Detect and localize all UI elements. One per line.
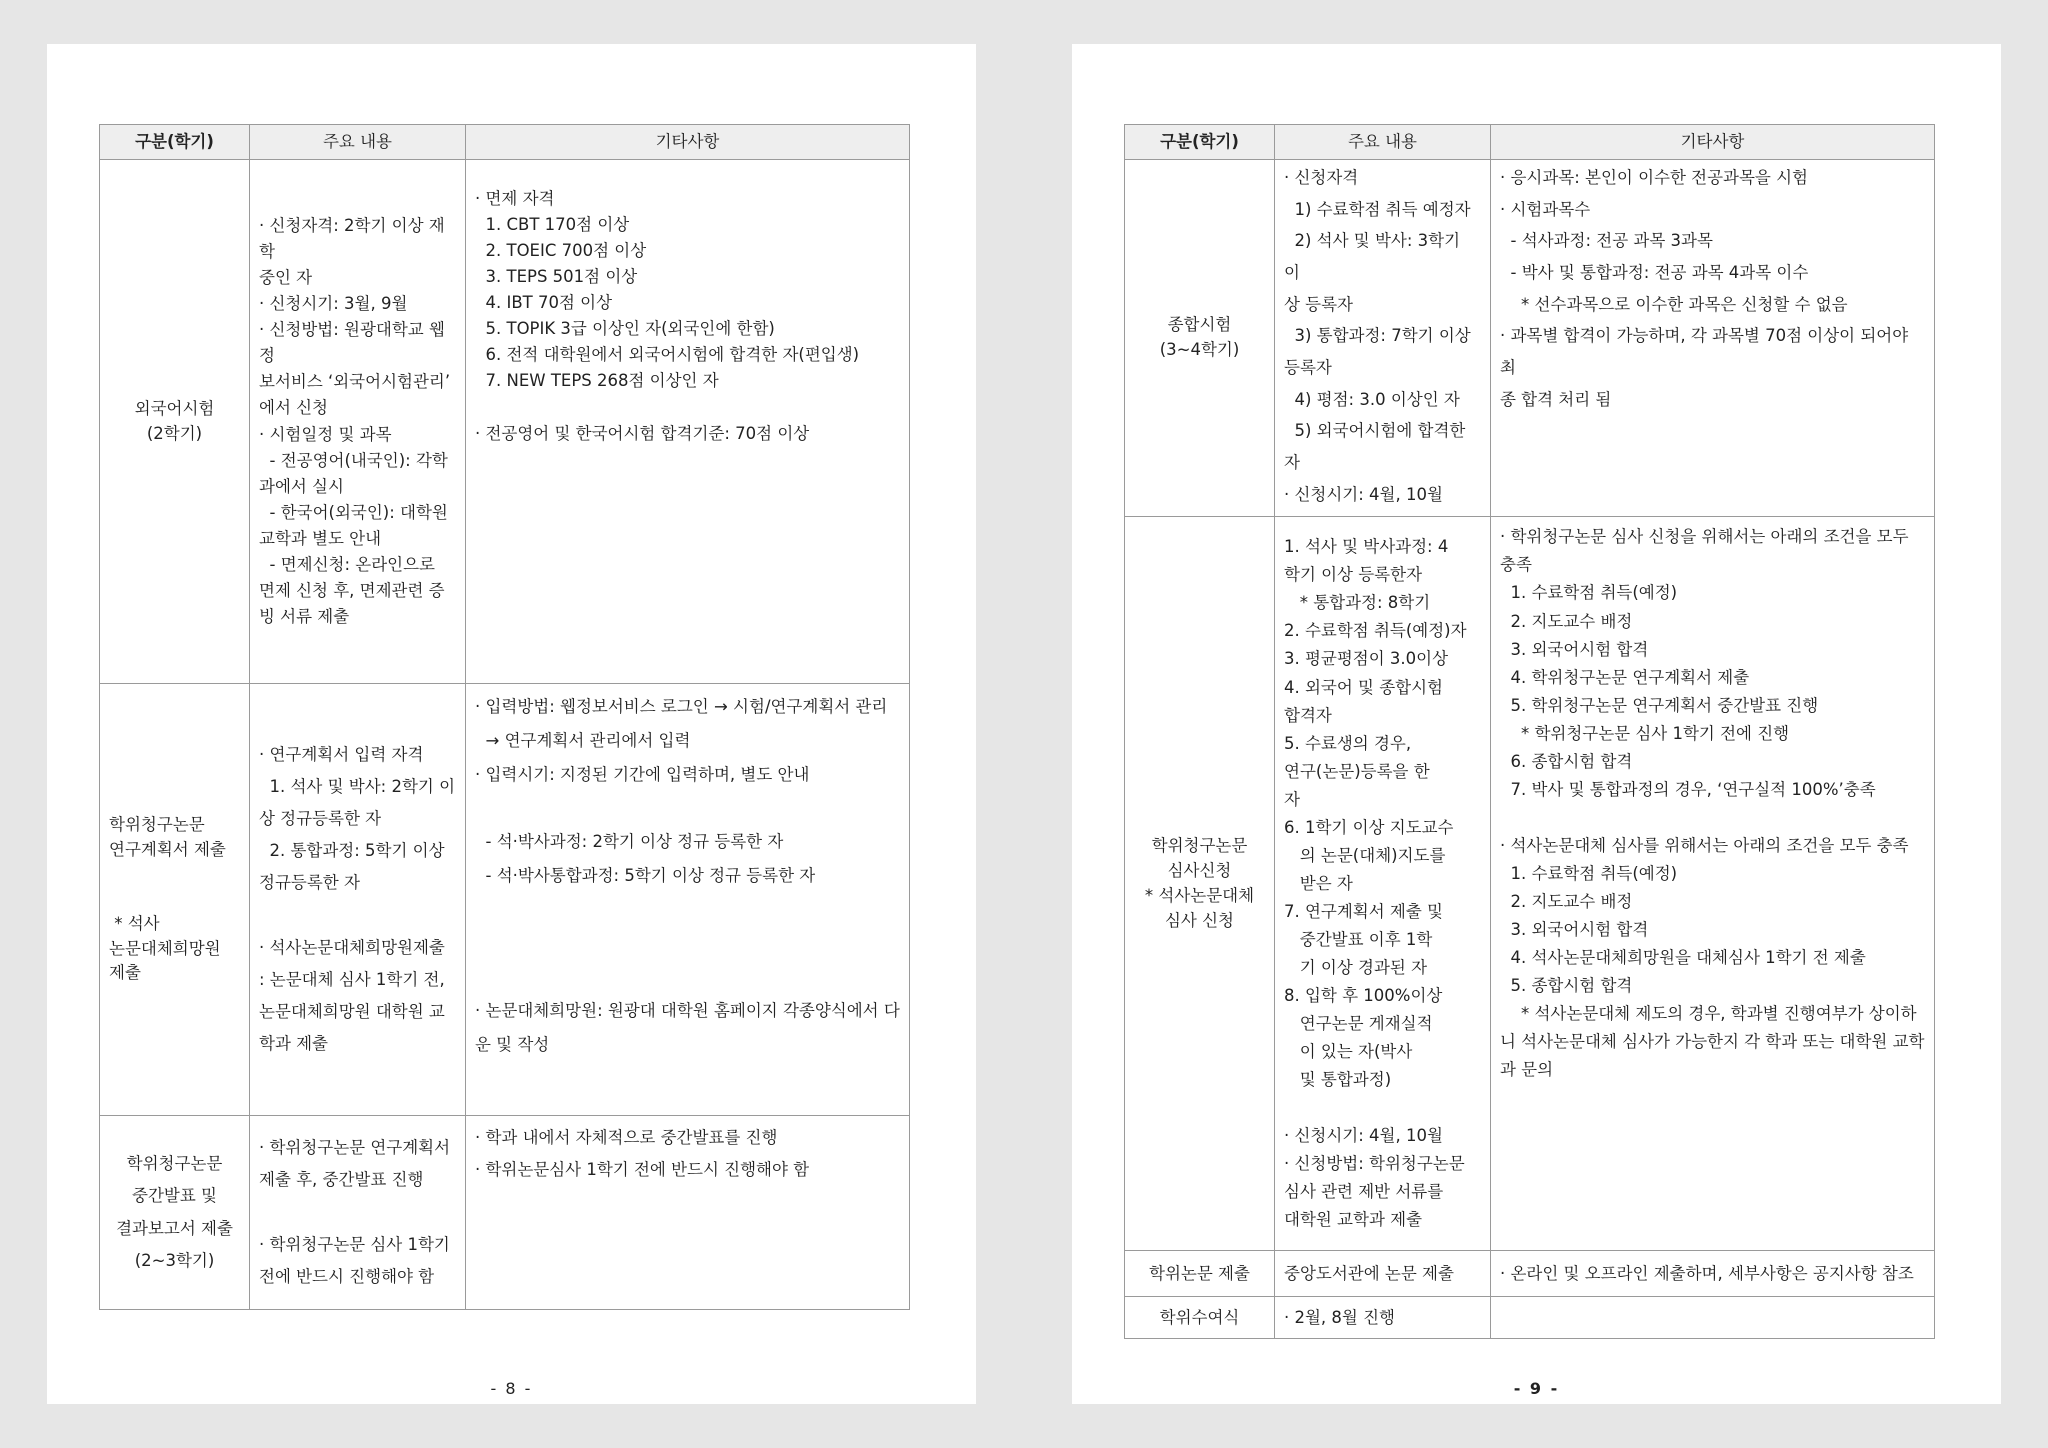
text-line: · 신청방법: 학위청구논문 — [1284, 1154, 1465, 1174]
text-line: 중인 자 — [259, 268, 313, 288]
text-line: 1. 수료학점 취득(예정) — [1500, 863, 1678, 883]
text-line: (3~4학기) — [1159, 340, 1240, 360]
text-line — [475, 927, 900, 961]
text-line: 종합시험 — [1167, 315, 1232, 335]
text-line: 전에 반드시 진행해야 함 — [259, 1266, 435, 1286]
text-line — [109, 862, 240, 887]
text-line: 2. TOEIC 700점 이상 — [475, 241, 647, 261]
text-line: 3. 외국어시험 합격 — [1500, 639, 1649, 659]
text-line: 4. 외국어 및 종합시험 — [1284, 677, 1443, 697]
text-line: : 논문대체 심사 1학기 전, — [259, 969, 445, 989]
text-line — [109, 887, 240, 912]
text-line: 받은 자 — [1284, 873, 1353, 893]
text-line: 논문대체희망원 — [109, 938, 221, 958]
page-left — [47, 44, 976, 1404]
table-row — [100, 1116, 910, 1310]
text-line: 결과보고서 제출 — [116, 1218, 233, 1238]
row-content — [1275, 1297, 1491, 1339]
text-line: 4) 평점: 3.0 이상인 자 — [1284, 389, 1460, 409]
row-category — [1125, 160, 1275, 517]
text-line: · 2월, 8월 진행 — [1284, 1307, 1395, 1327]
table-row — [100, 684, 910, 1116]
text-line: 2. 지도교수 배정 — [1500, 892, 1633, 911]
schedule-table — [99, 124, 910, 1310]
text-line: · 시험일정 및 과목 — [259, 424, 392, 444]
text-line: * 석사 — [109, 913, 160, 933]
text-line — [475, 395, 900, 421]
text-line: 2. 통합과정: 5학기 이상 — [259, 841, 445, 861]
text-line: 대학원 교학과 제출 — [1284, 1210, 1423, 1230]
text-line: - 석·박사통합과정: 5학기 이상 정규 등록한 자 — [475, 866, 816, 886]
text-line — [475, 961, 900, 995]
text-line: · 신청자격: 2학기 이상 재학 — [259, 216, 445, 262]
row-notes — [1491, 1297, 1935, 1339]
text-line: · 입력방법: 웹정보서비스 로그인 → 시험/연구계획서 관리 — [475, 697, 888, 716]
text-line: 운 및 작성 — [475, 1035, 550, 1055]
page-number: - 8 - — [490, 1379, 533, 1398]
row-content — [250, 684, 466, 1116]
text-line: 2) 석사 및 박사: 3학기 이 — [1284, 231, 1466, 283]
text-line: 의 논문(대체)지도를 — [1284, 845, 1446, 865]
text-line: 7. 연구계획서 제출 및 — [1284, 901, 1443, 921]
text-line: · 신청시기: 4월, 10월 — [1284, 1126, 1443, 1146]
text-line: 2. 수료학점 취득(예정)자 — [1284, 621, 1467, 641]
text-line: 3. 외국어시험 합격 — [1500, 920, 1649, 940]
text-line: 학위논문 제출 — [1149, 1263, 1250, 1283]
text-line: 등록자 — [1284, 358, 1332, 378]
text-line: 연구논문 게재실적 — [1284, 1014, 1433, 1034]
row-content — [250, 160, 466, 684]
text-line: * 석사논문대체 제도의 경우, 학과별 진행여부가 상이하 — [1500, 1004, 1917, 1024]
header-category: 구분(학기) — [100, 125, 250, 160]
text-line: · 신청방법: 원광대학교 웹정 — [259, 320, 445, 366]
text-line: 심사 신청 — [1164, 910, 1234, 930]
text-line: 4. 학위청구논문 연구계획서 제출 — [1500, 667, 1750, 687]
text-line: · 학위청구논문 연구계획서 — [259, 1138, 451, 1158]
text-line: · 신청시기: 4월, 10월 — [1284, 484, 1443, 504]
row-notes — [466, 1116, 910, 1310]
text-line: 학위청구논문 — [1151, 836, 1248, 856]
text-line: - 면제신청: 온라인으로 — [259, 554, 435, 574]
text-line: 6. 1학기 이상 지도교수 — [1284, 817, 1454, 837]
row-notes — [466, 160, 910, 684]
text-line: 5. 수료생의 경우, — [1284, 733, 1412, 753]
header-notes: 기타사항 — [466, 125, 910, 160]
text-line: 교학과 별도 안내 — [259, 528, 382, 548]
text-line: * 석사논문대체 — [1144, 885, 1255, 905]
text-line: 3. 평균평점이 3.0이상 — [1284, 649, 1449, 669]
text-line: - 전공영어(내국인): 각학 — [259, 450, 448, 470]
text-line: 심사 관련 제반 서류를 — [1284, 1182, 1444, 1202]
text-line: · 논문대체희망원: 원광대 대학원 홈페이지 각종양식에서 다 — [475, 1001, 900, 1021]
text-line: · 면제 자격 — [475, 189, 555, 208]
text-line: 3) 통합과정: 7학기 이상 — [1284, 326, 1471, 346]
row-category — [1125, 1251, 1275, 1297]
text-line: 4. IBT 70점 이상 — [475, 293, 613, 313]
header-notes: 기타사항 — [1491, 125, 1935, 160]
text-line: · 온라인 및 오프라인 제출하며, 세부사항은 공지사항 참조 — [1500, 1263, 1914, 1283]
text-line: · 학위청구논문 심사 신청을 위해서는 아래의 조건을 모두 — [1500, 527, 1909, 547]
text-line: 자 — [1284, 453, 1300, 473]
text-line: · 신청시기: 3월, 9월 — [259, 294, 408, 314]
text-line: 4. 석사논문대체희망원을 대체심사 1학기 전 제출 — [1500, 948, 1866, 968]
row-content — [1275, 1251, 1491, 1297]
text-line: 합격자 — [1284, 705, 1332, 725]
text-line: · 전공영어 및 한국어시험 합격기준: 70점 이상 — [475, 423, 810, 443]
text-line: 자 — [1284, 789, 1300, 809]
text-line: 1. CBT 170점 이상 — [475, 215, 630, 235]
text-line: (2학기) — [146, 423, 203, 443]
text-line: · 과목별 합격이 가능하며, 각 과목별 70점 이상이 되어야 최 — [1500, 326, 1914, 378]
text-line: 과에서 실시 — [259, 476, 344, 496]
text-line: · 학과 내에서 자체적으로 중간발표를 진행 — [475, 1128, 778, 1147]
text-line: 외국어시험 — [134, 398, 215, 418]
text-line: · 시험과목수 — [1500, 199, 1591, 219]
table-row — [1125, 1297, 1935, 1339]
header-content: 주요 내용 — [250, 125, 466, 160]
text-line: - 박사 및 통합과정: 전공 과목 4과목 이수 — [1500, 263, 1809, 283]
header-content: 주요 내용 — [1275, 125, 1491, 160]
text-line: 기 이상 경과된 자 — [1284, 958, 1428, 977]
text-line: 학기 이상 등록한자 — [1284, 565, 1423, 585]
row-category — [100, 1116, 250, 1310]
page-right — [1072, 44, 2001, 1404]
text-line: · 연구계획서 입력 자격 — [259, 744, 424, 764]
text-line: · 응시과목: 본인이 이수한 전공과목을 시험 — [1500, 168, 1808, 187]
text-line: 2. 지도교수 배정 — [1500, 611, 1633, 631]
row-notes — [1491, 517, 1935, 1251]
table-row — [1125, 517, 1935, 1251]
text-line: 중앙도서관에 논문 제출 — [1284, 1263, 1454, 1283]
table-row — [1125, 1251, 1935, 1297]
text-line: 8. 입학 후 100%이상 — [1284, 986, 1443, 1006]
text-line: (2~3학기) — [134, 1250, 215, 1270]
table-header-row — [1125, 125, 1935, 160]
text-line: · 학위청구논문 심사 1학기 — [259, 1234, 450, 1254]
text-line: 에서 신청 — [259, 398, 329, 418]
text-line: 연구(논문)등록을 한 — [1284, 761, 1430, 781]
table-row — [100, 160, 910, 684]
text-line — [1500, 804, 1925, 832]
text-line: 5) 외국어시험에 합격한 — [1284, 421, 1466, 441]
text-line: 1. 석사 및 박사과정: 4 — [1284, 537, 1449, 557]
text-line: 충족 — [1500, 555, 1532, 575]
text-line: 학위수여식 — [1159, 1307, 1240, 1327]
row-content — [250, 1116, 466, 1310]
text-line: 정규등록한 자 — [259, 873, 360, 893]
text-line — [1500, 1306, 1925, 1331]
text-line: 심사신청 — [1167, 861, 1232, 881]
text-line: 5. TOPIK 3급 이상인 자(외국인에 한함) — [475, 319, 775, 339]
text-line: · 석사논문대체 심사를 위해서는 아래의 조건을 모두 충족 — [1500, 835, 1909, 855]
text-line: 보서비스 ‘외국어시험관리’ — [259, 372, 451, 392]
text-line: - 한국어(외국인): 대학원 — [259, 502, 448, 522]
table-header-row — [100, 125, 910, 160]
text-line: 논문대체희망원 대학원 교 — [259, 1002, 445, 1022]
text-line: 3. TEPS 501점 이상 — [475, 267, 638, 287]
text-line: 니 석사논문대체 심사가 가능한지 각 학과 또는 대학원 교학 — [1500, 1032, 1925, 1052]
text-line: 5. 종합시험 합격 — [1500, 976, 1633, 996]
text-line: 중간발표 및 — [132, 1186, 217, 1206]
text-line: 7. NEW TEPS 268점 이상인 자 — [475, 371, 719, 391]
text-line: 5. 학위청구논문 연구계획서 중간발표 진행 — [1500, 695, 1819, 715]
row-category — [100, 684, 250, 1116]
row-content — [1275, 160, 1491, 517]
schedule-table — [1124, 124, 1935, 1339]
row-notes — [1491, 160, 1935, 517]
row-notes — [1491, 1251, 1935, 1297]
text-line: 면제 신청 후, 면제관련 증 — [259, 580, 445, 600]
text-line: 상 등록자 — [1284, 294, 1354, 314]
text-line: 및 통합과정) — [1284, 1070, 1392, 1090]
text-line — [1284, 1094, 1481, 1122]
text-line: · 신청자격 — [1284, 168, 1359, 187]
text-line: * 선수과목으로 이수한 과목은 신청할 수 없음 — [1500, 294, 1848, 314]
page-number: - 9 - — [1513, 1379, 1560, 1398]
row-content — [1275, 517, 1491, 1251]
text-line: 빙 서류 제출 — [259, 606, 350, 626]
row-category — [1125, 517, 1275, 1251]
text-line: · 석사논문대체희망원제출 — [259, 937, 445, 957]
text-line: 종 합격 처리 됨 — [1500, 389, 1612, 409]
text-line — [475, 893, 900, 927]
text-line — [259, 1196, 456, 1228]
text-line: 학과 제출 — [259, 1034, 329, 1054]
text-line: 1. 수료학점 취득(예정) — [1500, 583, 1678, 603]
text-line: 과 문의 — [1500, 1060, 1554, 1080]
row-notes — [466, 684, 910, 1116]
text-line: 이 있는 자(박사 — [1284, 1042, 1413, 1062]
text-line: * 학위청구논문 심사 1학기 전에 진행 — [1500, 723, 1790, 743]
text-line: - 석·박사과정: 2학기 이상 정규 등록한 자 — [475, 832, 784, 852]
text-line: 7. 박사 및 통합과정의 경우, ‘연구실적 100%’충족 — [1500, 779, 1876, 799]
text-line: · 입력시기: 지정된 기간에 입력하며, 별도 안내 — [475, 764, 810, 784]
text-line: 연구계획서 제출 — [109, 839, 226, 859]
table-row — [1125, 160, 1935, 517]
row-category — [100, 160, 250, 684]
text-line: → 연구계획서 관리에서 입력 — [475, 730, 691, 750]
header-category: 구분(학기) — [1125, 125, 1275, 160]
text-line: 제출 — [109, 963, 141, 983]
text-line: 6. 전적 대학원에서 외국어시험에 합격한 자(편입생) — [475, 345, 860, 365]
text-line: 학위청구논문 — [126, 1154, 223, 1174]
text-line: 학위청구논문 — [109, 814, 205, 834]
text-line: 상 정규등록한 자 — [259, 808, 382, 828]
text-line: 제출 후, 중간발표 진행 — [259, 1170, 424, 1190]
text-line: 1. 석사 및 박사: 2학기 이 — [259, 776, 456, 796]
text-line — [475, 791, 900, 825]
text-line: * 통합과정: 8학기 — [1284, 593, 1431, 613]
row-category — [1125, 1297, 1275, 1339]
text-line: 6. 종합시험 합격 — [1500, 751, 1633, 771]
text-line: · 학위논문심사 1학기 전에 반드시 진행해야 함 — [475, 1160, 810, 1180]
text-line — [259, 900, 456, 932]
text-line: 중간발표 이후 1학 — [1284, 929, 1433, 949]
text-line: - 석사과정: 전공 과목 3과목 — [1500, 231, 1713, 251]
text-line: 1) 수료학점 취득 예정자 — [1284, 199, 1471, 219]
